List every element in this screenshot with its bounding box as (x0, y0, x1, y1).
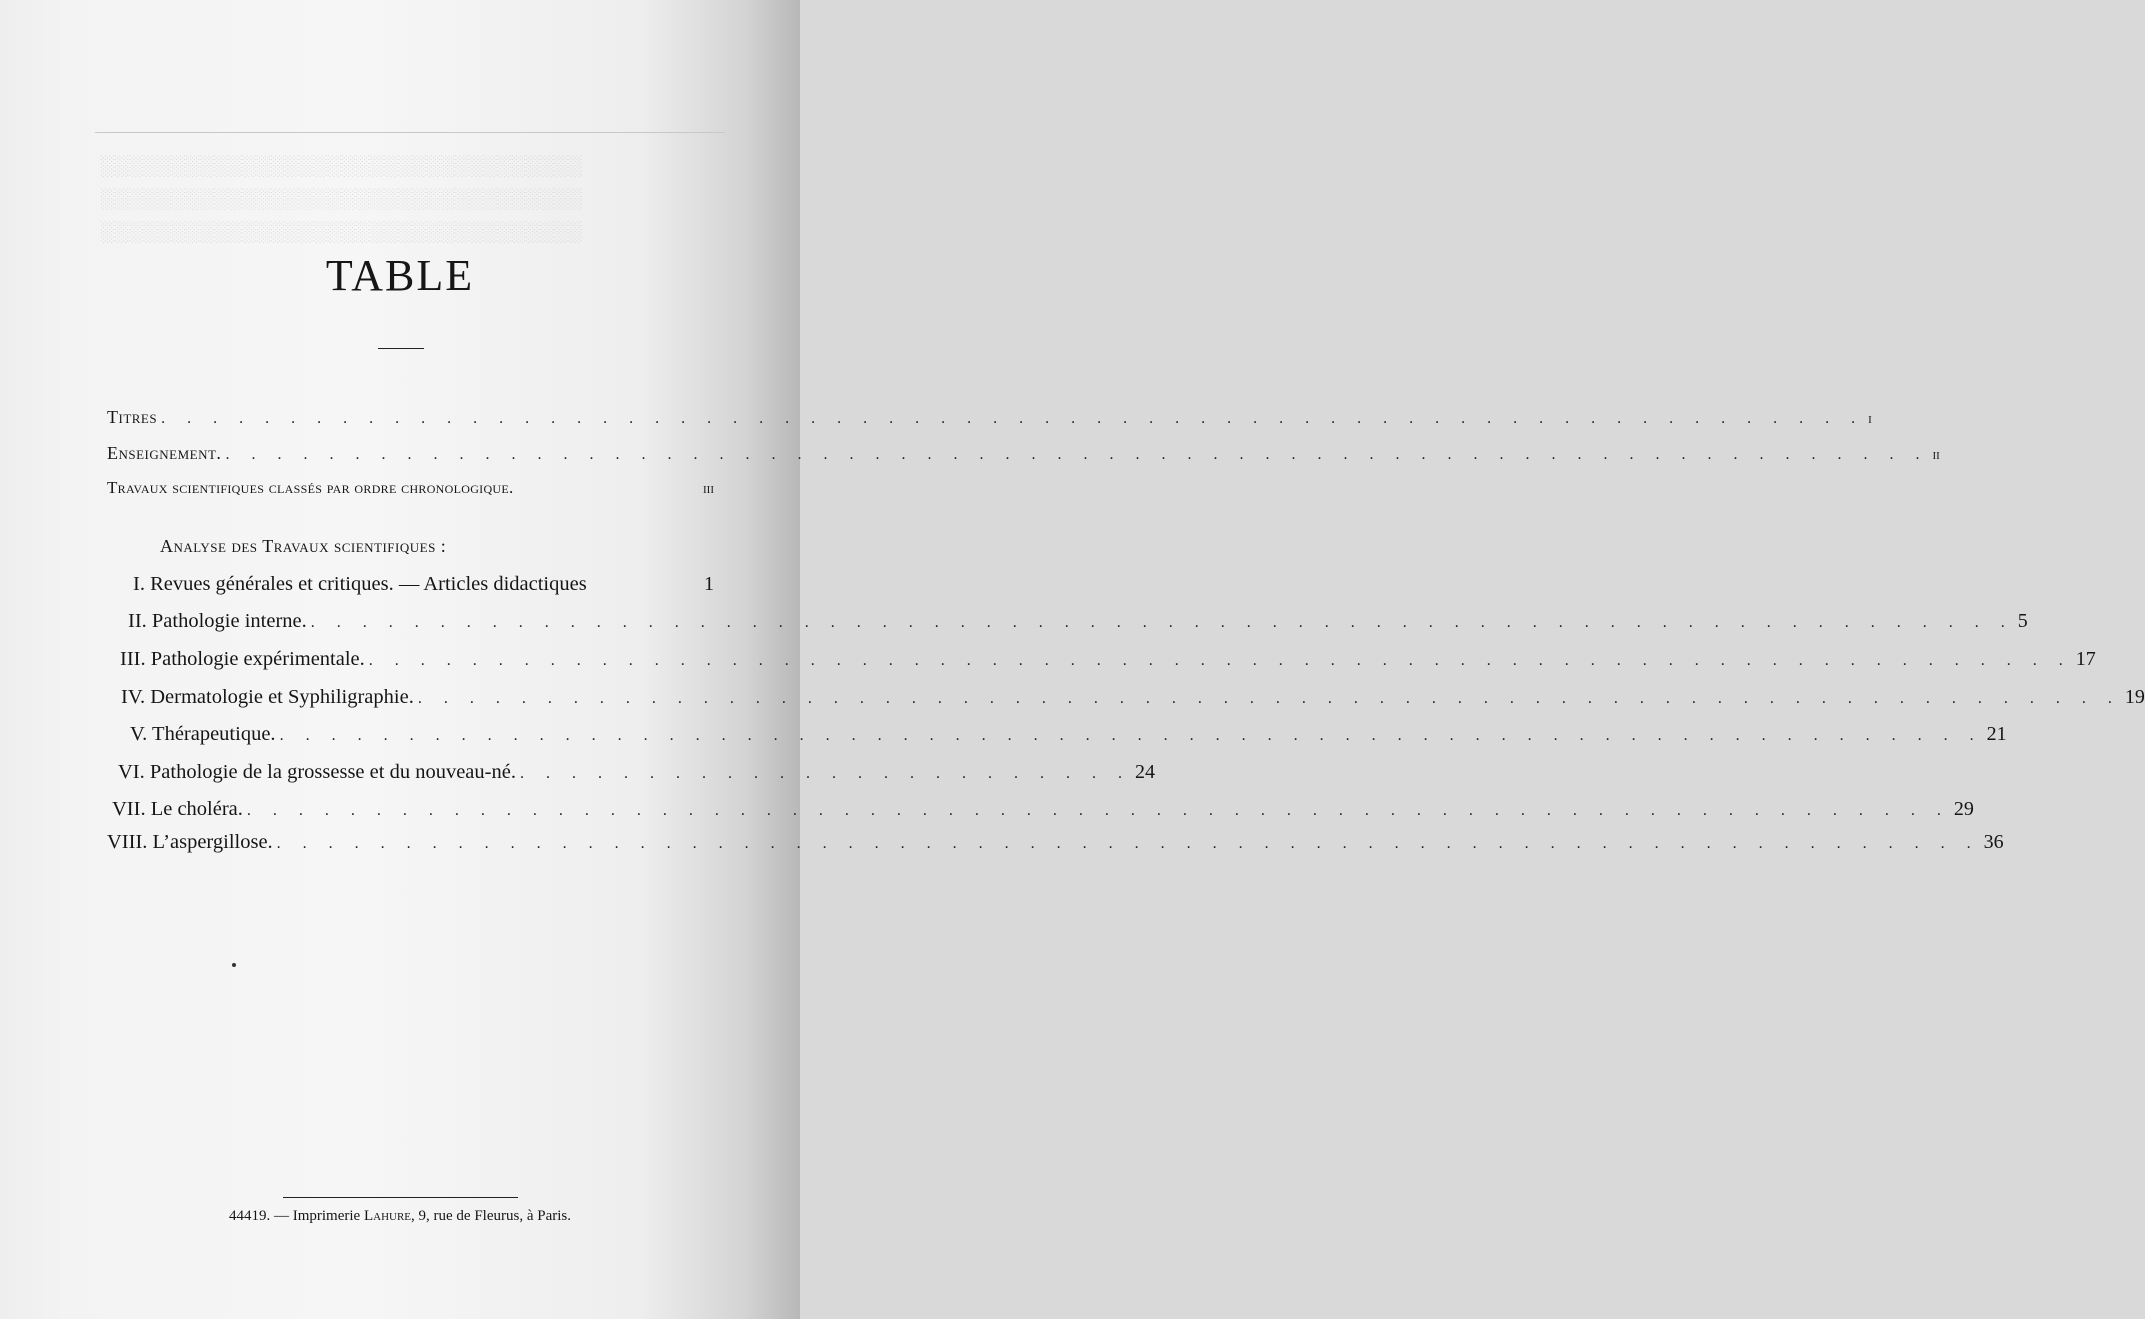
analysis-heading: Analyse des Travaux scientifiques : (160, 536, 447, 556)
analysis-entry (107, 573, 714, 596)
entry-page-number: 21 (1986, 723, 2007, 745)
analysis-entry (107, 798, 1974, 821)
analysis-entry (107, 648, 2096, 671)
toc-row-travaux (107, 478, 714, 498)
entry-page-number: 29 (1953, 798, 1974, 820)
show-through-text: ░░░░░░░░░░░░░░░░░░░░░░░░░░░░░░░░░░ ░░░░░░░░░░░░░░░░░░░░░░░░░░░░░░░░░░ ░░░░░░░░░░░░░░░░░░░░░░░░░░░░░░░░░░ (100, 155, 582, 243)
imprint-label: Imprimerie (292, 1208, 361, 1224)
footer-rule (283, 1197, 518, 1198)
entry-page-number: 5 (2017, 610, 2028, 632)
entry-page-number: 17 (2075, 648, 2096, 670)
printer-address: 9, rue de Fleurus, à Paris. (418, 1208, 571, 1224)
dot-leader: . . . . . . . . . . . . . . . . . . . . . . . . . . . . . . . . . . . . . . . . . . . . . . . . . . . . . . . . . . . . . . . . . . (310, 614, 2014, 631)
entry-page-number: 1 (704, 573, 714, 595)
dot-leader: . . . . . . . . . . . . . . . . . . . . . . . . . . . . . . . . . . . . . . . . . . . . . . . . . . . . . . . . . . . . . . . . . . (279, 727, 1983, 744)
entry-label: VII. Le choléra. (112, 798, 243, 820)
page-title: TABLE (325, 251, 475, 300)
entry-page-number: 24 (1134, 761, 1155, 783)
entry-label: VI. Pathologie de la grossesse et du nouveau-né. (118, 761, 516, 783)
analysis-entry (107, 723, 2007, 746)
analysis-entry (107, 761, 1155, 784)
entry-label: IV. Dermatologie et Syphiligraphie. (121, 686, 414, 708)
toc-page-number: iii (703, 481, 714, 497)
analysis-entry (107, 831, 2004, 854)
toc-row-enseignement (107, 443, 1940, 464)
toc-row-titres (107, 407, 1872, 428)
entry-page-number: 36 (1983, 831, 2004, 853)
dot-leader: . . . . . . . . . . . . . . . . . . . . . . . . . . . . . . . . . . . . . . . . . . . . . . . . . . . . . . . . . . . . . . . . . . (161, 410, 1865, 427)
printer-name: Lahure, (363, 1208, 415, 1224)
dot-leader: . . . . . . . . . . . . . . . . . . . . . . . . . . . . . . . . . . . . . . . . . . . . . . . . . . . . . . . . . . . . . . . . . . (276, 835, 1980, 852)
dot-leader: . . . . . . . . . . . . . . . . . . . . . . . . (519, 765, 1131, 782)
toc-label: Titres (107, 407, 158, 427)
toc-page-number: i (1868, 411, 1872, 427)
entry-label: III. Pathologie expérimentale. (120, 648, 365, 670)
toc-label: Travaux scientifiques classés par ordre chronologique. (107, 478, 514, 497)
analysis-entry (107, 610, 2028, 633)
analysis-entry (107, 686, 2145, 709)
show-through-rule (95, 132, 725, 133)
dot-leader: . . . . . . . . . . . . . . . . . . . . . . . . . . . . . . . . . . . . . . . . . . . . . . . . . . . . . . . . . . . . . . . . . . (225, 446, 1929, 463)
entry-label: I. Revues générales et critiques. — Articles didactiques (133, 573, 587, 595)
dot-leader: . . . . . . . . . . . . . . . . . . . . . . . . . . . . . . . . . . . . . . . . . . . . . . . . . . . . . . . . . . . . . . . . . . (246, 802, 1950, 819)
toc-label: Enseignement. (107, 443, 222, 463)
entry-label: II. Pathologie interne. (128, 610, 307, 632)
dot-leader: . . . . . . . . . . . . . . . . . . . . . . . . . . . . . . . . . . . . . . . . . . . . . . . . . . . . . . . . . . . . . . . . . . (368, 652, 2072, 669)
dot-leader: . . . . . . . . . . . . . . . . . . . . . . . . . . . . . . . . . . . . . . . . . . . . . . . . . . . . . . . . . . . . . . . . . . (417, 690, 2121, 707)
ink-speck (232, 963, 236, 967)
imprint-number: 44419. (228, 1208, 271, 1224)
entry-label: V. Thérapeutique. (130, 723, 276, 745)
imprint-dash: — (273, 1208, 289, 1224)
title-divider (378, 348, 424, 349)
entry-label: VIII. L’aspergillose. (107, 831, 273, 853)
printer-imprint (0, 1208, 800, 1225)
entry-page-number: 19 (2124, 686, 2145, 708)
toc-page-number: ii (1932, 447, 1940, 463)
